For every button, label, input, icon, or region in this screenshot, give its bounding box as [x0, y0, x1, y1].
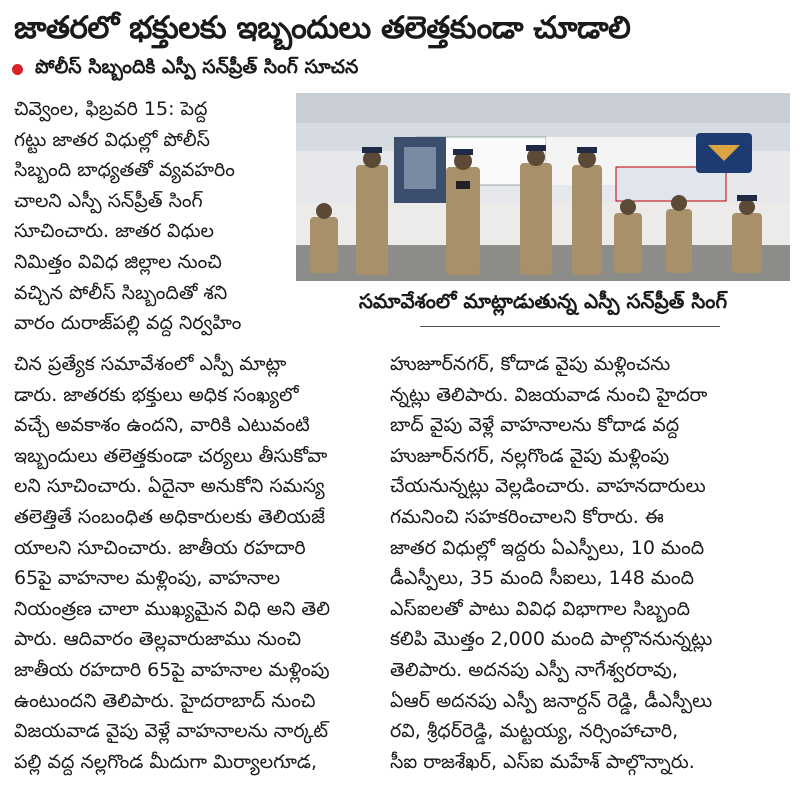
- article-line: డారు. జాతరకు భక్తులు అధిక సంఖ్యలో: [14, 383, 299, 406]
- article-line: రవి, శ్రీధర్‌రెడ్డి, మట్టయ్య, నర్సింహాచారి,: [390, 720, 679, 743]
- article-line: బాద్ వైపు వెళ్లే వాహనాలను కోదాడ వద్ద: [390, 414, 680, 437]
- article-line: జాతీయ రహదారి 65పై వాహనాల మళ్లింపు: [14, 658, 330, 681]
- article-line: హుజూర్‌నగర్, కోదాడ వైపు మళ్లించను: [390, 353, 671, 375]
- article-line: పారు. ఆదివారం తెల్లవారుజాము నుంచి: [14, 628, 302, 651]
- article-line: ఉంటుందని తెలిపారు. హైదరాబాద్ నుంచి: [14, 689, 316, 712]
- article-line: చేయనున్నట్లు వెల్లడించారు. వాహనదారులు: [390, 475, 706, 498]
- article-line: పల్లి వద్ద నల్లగొండ మీదుగా మిర్యాలగూడ,: [14, 750, 317, 773]
- article-line: వచ్చే అవకాశం ఉందని, వారికి ఎటువంటి: [14, 414, 310, 437]
- article-line: తెలిపారు. అదనపు ఎస్పీ నాగేశ్వరరావు,: [390, 658, 678, 681]
- article-line: సూచించారు. జాతర విధుల: [14, 220, 215, 243]
- article-line: సీఐ రాజశేఖర్, ఎస్ఐ మహేశ్ పాల్గొన్నారు.: [390, 750, 695, 773]
- article-line: నిమిత్తం వివిధ జిల్లాల నుంచి: [14, 250, 222, 273]
- article-line: చివ్వెంల, ఫిబ్రవరి 15: పెద్ద: [14, 98, 208, 120]
- article-line: తలెత్తితే సంబంధిత అధికారులకు తెలియజే: [14, 505, 325, 528]
- article-line: ఎస్ఐలతో పాటు వివిధ విభాగాల సిబ్బంది: [390, 597, 691, 620]
- article-line: కలిపి మొత్తం 2,000 మంది పాల్గొననున్నట్లు: [390, 628, 713, 651]
- article-line: హుజూర్‌నగర్, నల్లగొండ వైపు మళ్లింపు: [390, 444, 670, 467]
- meeting-photo-illustration: [296, 93, 790, 281]
- article-line: 65పై వాహనాల మళ్లింపు, వాహనాల: [14, 567, 281, 590]
- article-line: విజయవాడ వైపు వెళ్లే వాహనాలను నార్కట్: [14, 720, 329, 743]
- article-line: యాలని సూచించారు. జాతీయ రహదారి: [14, 536, 306, 559]
- article-line: చిన ప్రత్యేక సమావేశంలో ఎస్పీ మాట్లా: [14, 353, 287, 375]
- article-column-left-top: [14, 94, 294, 339]
- photo-caption: సమావేశంలో మాట్లాడుతున్న ఎస్పీ సన్‌ప్రీత్ సింగ్: [358, 289, 728, 313]
- article-line: న్నట్లు తెలిపారు. విజయవాడ నుంచి హైదరా: [390, 383, 708, 406]
- red-bullet-icon: [12, 64, 23, 75]
- article-line: వారం దురాజ్‌పల్లి వద్ద నిర్వహిం: [14, 312, 242, 335]
- article-line: జాతర విధుల్లో ఇద్దరు ఏఎస్పీలు, 10 మంది: [390, 536, 705, 559]
- article-line: లని సూచించారు. ఏదైనా అనుకోని సమస్య: [14, 475, 325, 498]
- subheadline: [12, 54, 358, 84]
- article-line: గమనించి సహకరించాలని కోరారు. ఈ: [390, 505, 664, 528]
- news-photo: [296, 93, 790, 281]
- article-column-right: [390, 349, 790, 777]
- article-line: సిబ్బంది బాధ్యతతో వ్యవహరిం: [14, 159, 235, 182]
- article-line: చాలని ఎస్పీ సన్‌ప్రీత్ సింగ్: [14, 189, 203, 212]
- headline: జాతరలో భక్తులకు ఇబ్బందులు తలెత్తకుండా చూడాలి: [14, 10, 631, 46]
- article-line: వచ్చిన పోలీస్ సిబ్బందితో శని: [14, 281, 228, 304]
- article-line: నియంత్రణ చాలా ముఖ్యమైన విధి అని తెలి: [14, 597, 331, 620]
- article-line: గట్టు జాతర విధుల్లో పోలీస్: [14, 128, 211, 151]
- article-line: డీఎస్పీలు, 35 మంది సీఐలు, 148 మంది: [390, 567, 695, 590]
- article-line: ఏఆర్ అదనపు ఎస్పీ జనార్దన్ రెడ్డి, డీఎస్పీలు: [390, 689, 713, 712]
- caption-divider: [420, 326, 720, 327]
- article-line: ఇబ్బందులు తలెత్తకుండా చర్యలు తీసుకోవా: [14, 444, 328, 467]
- subheadline-text: పోలీస్ సిబ్బందికి ఎస్పీ సన్‌ప్రీత్ సింగ్ సూచన: [35, 55, 359, 78]
- article-column-left: [14, 349, 382, 777]
